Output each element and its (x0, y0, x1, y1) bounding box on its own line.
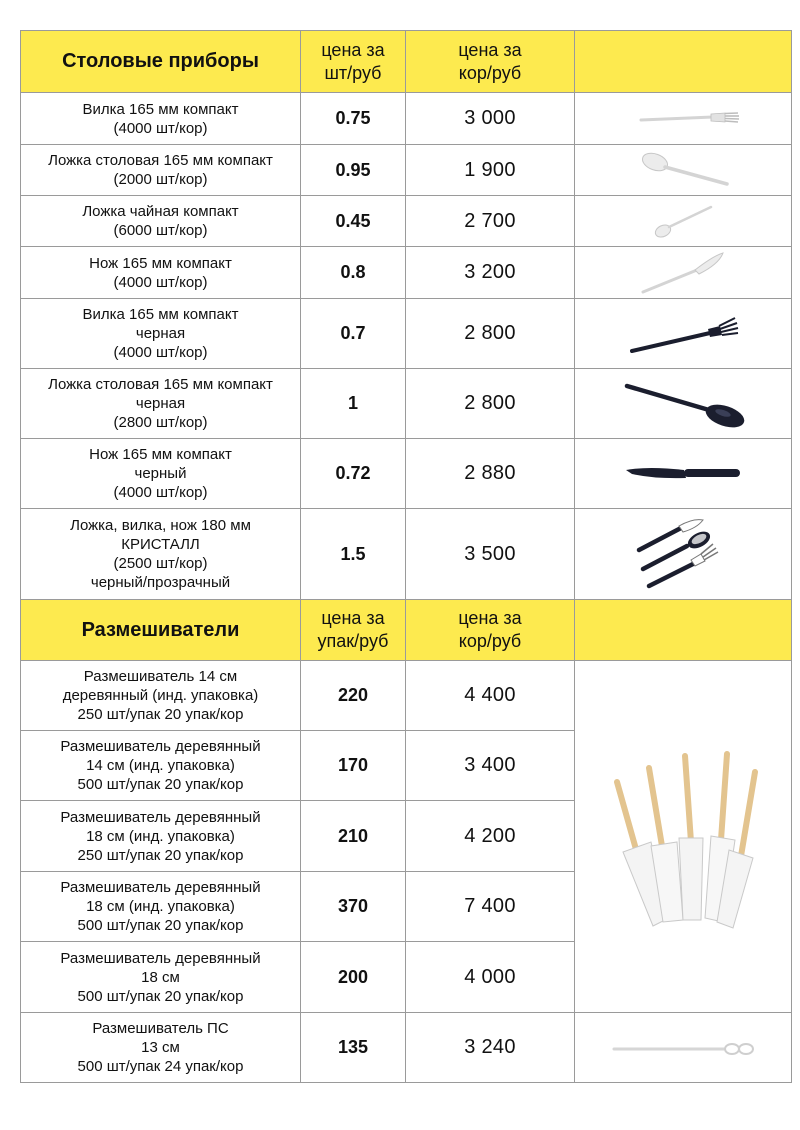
box-price: 4 400 (406, 661, 575, 731)
box-price: 2 800 (406, 369, 575, 439)
unit-price: 0.75 (301, 93, 406, 145)
product-name: Вилка 165 мм компакт черная (4000 шт/кор) (21, 299, 301, 369)
table-row (21, 93, 792, 145)
product-name: Ложка, вилка, нож 180 мм КРИСТАЛЛ (2500 шт/кор) черный/прозрачный (21, 509, 301, 600)
table-row (21, 509, 792, 600)
wooden-stirrers-icon (575, 661, 792, 1013)
plastic-stirrer-icon (575, 1013, 792, 1083)
product-name: Нож 165 мм компакт (4000 шт/кор) (21, 247, 301, 299)
stirrers-section-title: Размешиватели (21, 600, 301, 661)
pack-price: 370 (301, 872, 406, 942)
table-row (21, 661, 792, 731)
box-price: 1 900 (406, 145, 575, 196)
price-table (20, 30, 792, 1083)
box-price: 3 500 (406, 509, 575, 600)
table-row (21, 439, 792, 509)
box-price: 2 880 (406, 439, 575, 509)
white-fork-icon (575, 93, 792, 145)
white-spoon-icon (575, 145, 792, 196)
product-name: Размешиватель деревянный 14 см (инд. упаковка) 500 шт/упак 20 упак/кор (21, 731, 301, 801)
black-knife-icon (575, 439, 792, 509)
product-name: Размешиватель деревянный 18 см 500 шт/упак 20 упак/кор (21, 942, 301, 1013)
unit-price: 1.5 (301, 509, 406, 600)
pack-price: 210 (301, 801, 406, 872)
box-price-column-header: цена за кор/руб (406, 600, 575, 661)
box-price: 3 240 (406, 1013, 575, 1083)
product-name: Размешиватель деревянный 18 см (инд. упаковка) 250 шт/упак 20 упак/кор (21, 801, 301, 872)
white-teaspoon-icon (575, 196, 792, 247)
white-knife-icon (575, 247, 792, 299)
box-price: 3 200 (406, 247, 575, 299)
unit-price: 0.8 (301, 247, 406, 299)
unit-price: 0.95 (301, 145, 406, 196)
box-price: 4 000 (406, 942, 575, 1013)
unit-price-column-header: цена за шт/руб (301, 31, 406, 93)
unit-price: 0.7 (301, 299, 406, 369)
product-name: Вилка 165 мм компакт (4000 шт/кор) (21, 93, 301, 145)
table-row (21, 299, 792, 369)
box-price: 2 700 (406, 196, 575, 247)
table-row (21, 145, 792, 196)
pack-price: 135 (301, 1013, 406, 1083)
unit-price: 1 (301, 369, 406, 439)
box-price: 4 200 (406, 801, 575, 872)
product-name: Размешиватель деревянный 18 см (инд. упаковка) 500 шт/упак 20 упак/кор (21, 872, 301, 942)
product-name: Ложка столовая 165 мм компакт (2000 шт/кор) (21, 145, 301, 196)
cutlery-header-row (21, 31, 792, 93)
box-price: 3 400 (406, 731, 575, 801)
table-row (21, 196, 792, 247)
box-price: 2 800 (406, 299, 575, 369)
box-price-column-header: цена за кор/руб (406, 31, 575, 93)
unit-price: 0.45 (301, 196, 406, 247)
unit-price: 0.72 (301, 439, 406, 509)
product-name: Нож 165 мм компакт черный (4000 шт/кор) (21, 439, 301, 509)
black-fork-icon (575, 299, 792, 369)
box-price: 7 400 (406, 872, 575, 942)
image-column-header (575, 600, 792, 661)
table-row (21, 1013, 792, 1083)
product-name: Размешиватель ПС 13 см 500 шт/упак 24 упак/кор (21, 1013, 301, 1083)
table-row (21, 369, 792, 439)
stirrers-header-row (21, 600, 792, 661)
box-price: 3 000 (406, 93, 575, 145)
pack-price: 170 (301, 731, 406, 801)
cutlery-set-icon (575, 509, 792, 600)
table-row (21, 247, 792, 299)
product-name: Ложка столовая 165 мм компакт черная (2800 шт/кор) (21, 369, 301, 439)
pack-price: 200 (301, 942, 406, 1013)
image-column-header (575, 31, 792, 93)
product-name: Ложка чайная компакт (6000 шт/кор) (21, 196, 301, 247)
black-spoon-icon (575, 369, 792, 439)
cutlery-section-title: Столовые приборы (21, 31, 301, 93)
pack-price: 220 (301, 661, 406, 731)
product-name: Размешиватель 14 см деревянный (инд. упаковка) 250 шт/упак 20 упак/кор (21, 661, 301, 731)
pack-price-column-header: цена за упак/руб (301, 600, 406, 661)
